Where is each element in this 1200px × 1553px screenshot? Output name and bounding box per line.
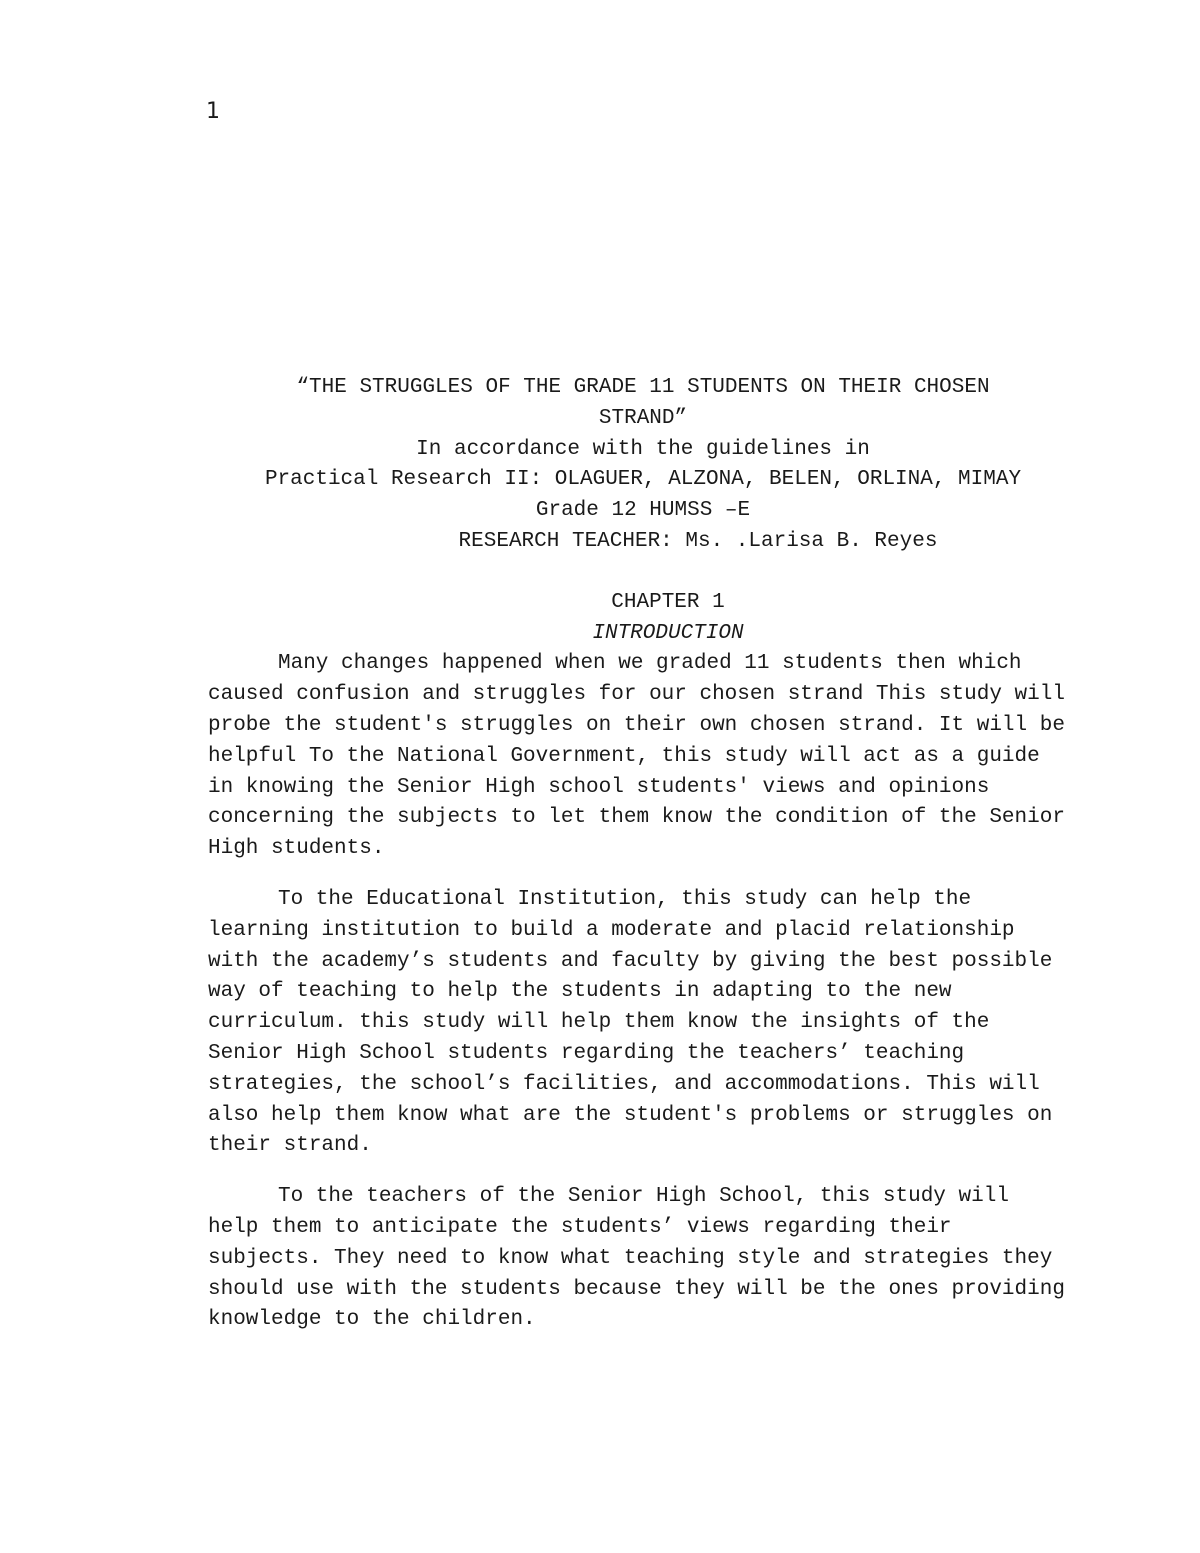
- section-heading: INTRODUCTION: [592, 621, 744, 645]
- accordance-line: In accordance with the guidelines in: [416, 437, 870, 461]
- paragraph-national-government: Many changes happened when we graded 11 students then which caused confusion and struggles for our chosen strand This study will probe the student's struggles on their own chosen strand. It will be helpful To the National Government, this study will act as a guide in knowing the Senior High school students' views and opinions concerning the subjects to let them know the condition of the Senior High students.: [208, 652, 1065, 861]
- document-body: [208, 373, 1078, 1356]
- paragraph-educational-institution: To the Educational Institution, this study can help the learning institution to build a moderate and placid relationship with the academy’s students and faculty by giving the best possible way of teaching to help the students in adapting to the new curriculum. this study will help them know the insights of the Senior High School students regarding the teachers’ teaching strategies, the school’s facilities, and accommodations. This will also help them know what are the student's problems or struggles on their strand.: [208, 887, 1053, 1158]
- paragraph-teachers: To the teachers of the Senior High School, this study will help them to anticipate the students’ views regarding their subjects. They need to know what teaching style and strategies they should use with the students because they will be the ones providing knowledge to the children.: [208, 1185, 1065, 1332]
- research-teacher-line: RESEARCH TEACHER: Ms. .Larisa B. Reyes: [458, 529, 938, 553]
- page-number: 1: [206, 99, 220, 124]
- chapter-block: [208, 588, 1078, 650]
- document-title: “THE STRUGGLES OF THE GRADE 11 STUDENTS ON THEIR CHOSEN STRAND”: [296, 376, 990, 430]
- chapter-label: CHAPTER 1: [611, 590, 725, 614]
- grade-section-line: Grade 12 HUMSS –E: [535, 499, 751, 523]
- course-authors-line: Practical Research II: OLAGUER, ALZONA, BELEN, ORLINA, MIMAY: [264, 468, 1022, 492]
- title-block: [208, 373, 1078, 558]
